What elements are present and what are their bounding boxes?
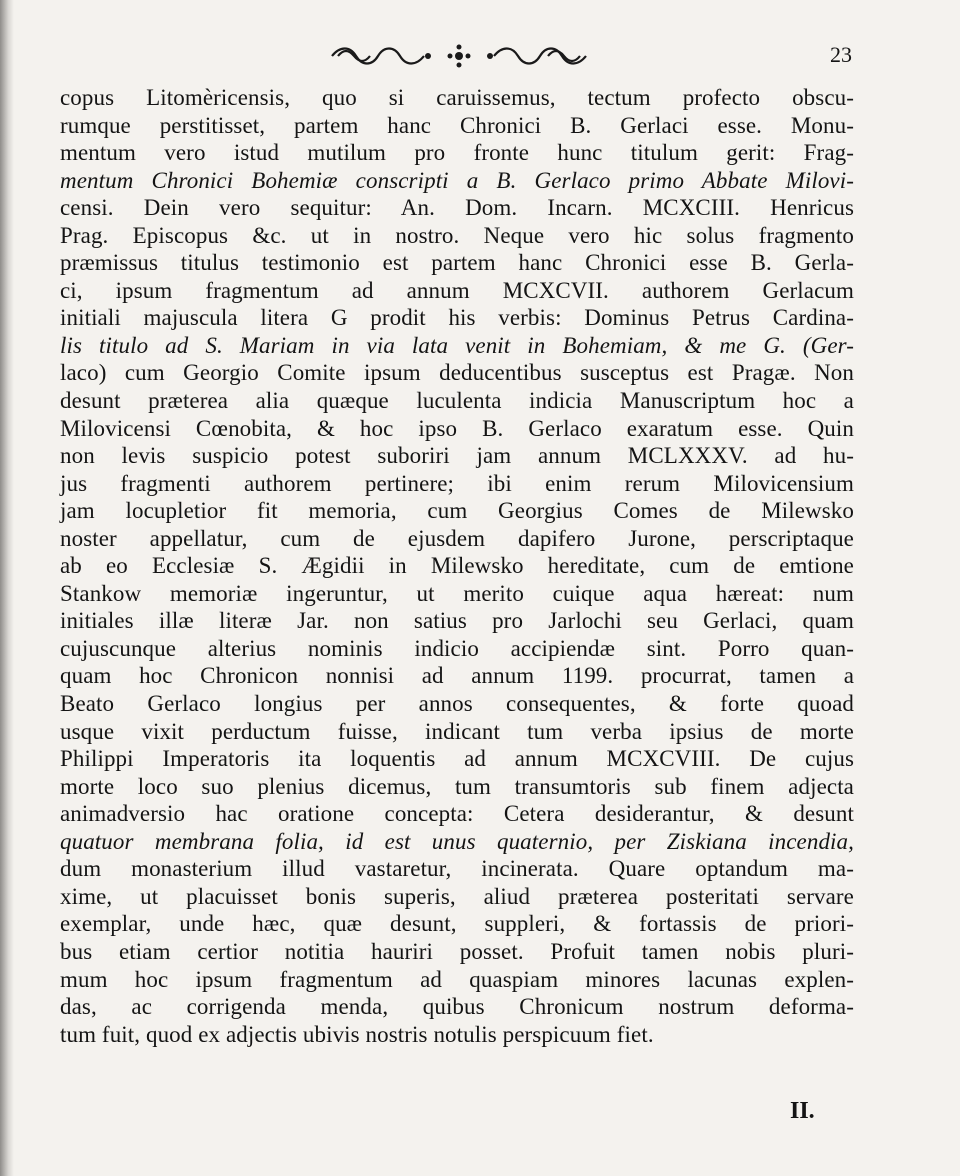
text-line: jam locupletior fit memoria, cum Georgius Comes de Milewsko: [60, 498, 854, 524]
text-line: tum fuit, quod ex adjectis ubivis nostris notulis perspicuum fiet.: [60, 1021, 654, 1047]
text-line: rumque perstitisset, partem hanc Chronici B. Gerlaci esse. Monu-: [60, 112, 854, 138]
text-line: Philippi Imperatoris ita loquentis ad annum MCXCVIII. De cujus: [60, 746, 854, 772]
text-line: Prag. Episcopus &c. ut in nostro. Neque vero hic solus fragmento: [60, 222, 854, 248]
text-line: noster appellatur, cum de ejusdem dapifero Jurone, perscriptaque: [60, 525, 854, 551]
text-line: jus fragmenti authorem pertinere; ibi enim rerum Milovicensium: [60, 470, 854, 496]
catchword: II.: [790, 1098, 815, 1124]
page-header: [0, 36, 960, 76]
text-line: præmissus titulus testimonio est partem hanc Chronici esse B. Gerla-: [60, 250, 854, 276]
text-line: ci, ipsum fragmentum ad annum MCXCVII. authorem Gerlacum: [60, 277, 854, 303]
text-line: Milovicensi Cœnobita, & hoc ipso B. Gerlaco exaratum esse. Quin: [60, 415, 854, 441]
text-line: dum monasterium illud vastaretur, incinerata. Quare optandum ma-: [60, 856, 854, 882]
text-line: Stankow memoriæ ingeruntur, ut merito cuique aqua hæreat: num: [60, 580, 854, 606]
text-line: morte loco suo plenius dicemus, tum transumtoris sub finem adjecta: [60, 773, 854, 799]
text-line: mentum vero istud mutilum pro fronte hunc titulum gerit: Frag-: [60, 140, 854, 166]
text-line: copus Litomèricensis, quo si caruissemus, tectum profecto obscu-: [60, 85, 854, 110]
text-line: desunt præterea alia quæque luculenta indicia Manuscriptum hoc a: [60, 388, 854, 414]
text-line: xime, ut placuisset bonis superis, aliud præterea posteritati servare: [60, 883, 854, 909]
text-line: initiali majuscula litera G prodit his verbis: Dominus Petrus Cardina-: [60, 305, 854, 331]
text-line: animadversio hac oratione concepta: Cetera desiderantur, & desunt: [60, 801, 854, 827]
text-line: mentum Chronici Bohemiæ conscripti a B. Gerlaco primo Abbate Milovi-: [60, 167, 854, 193]
text-line: quatuor membrana folia, id est unus quaternio, per Ziskiana incendia,: [60, 828, 854, 854]
text-line: cujuscunque alterius nominis indicio accipiendæ sint. Porro quan-: [60, 635, 854, 661]
text-line: lis titulo ad S. Mariam in via lata venit in Bohemiam, & me G. (Ger-: [60, 332, 854, 358]
text-line: quam hoc Chronicon nonnisi ad annum 1199. procurrat, tamen a: [60, 663, 854, 689]
page-edge-shadow: [0, 0, 14, 1176]
text-line: initiales illæ literæ Jar. non satius pro Jarlochi seu Gerlaci, quam: [60, 608, 854, 634]
text-line: ab eo Ecclesiæ S. Ægidii in Milewsko hereditate, cum de emtione: [60, 553, 854, 579]
text-line: das, ac corrigenda menda, quibus Chronicum nostrum deforma-: [60, 994, 854, 1020]
text-line: mum hoc ipsum fragmentum ad quaspiam minores lacunas explen-: [60, 966, 854, 992]
text-line: exemplar, unde hæc, quæ desunt, suppleri, & fortassis de priori-: [60, 911, 854, 937]
text-line: Beato Gerlaco longius per annos consequentes, & forte quoad: [60, 691, 854, 717]
body-text: [60, 84, 854, 1048]
text-line: laco) cum Georgio Comite ipsum deducentibus susceptus est Pragæ. Non: [60, 360, 854, 386]
text-line: non levis suspicio potest suboriri jam annum MCLXXXV. ad hu-: [60, 443, 854, 469]
text-line: bus etiam certior notitia hauriri posset. Profuit tamen nobis pluri-: [60, 938, 854, 964]
page-number: 23: [830, 42, 852, 67]
text-line: usque vixit perductum fuisse, indicant tum verba ipsius de morte: [60, 718, 854, 744]
text-line: censi. Dein vero sequitur: An. Dom. Incarn. MCXCIII. Henricus: [60, 195, 854, 221]
fleuron-ornament-icon: [328, 42, 590, 70]
